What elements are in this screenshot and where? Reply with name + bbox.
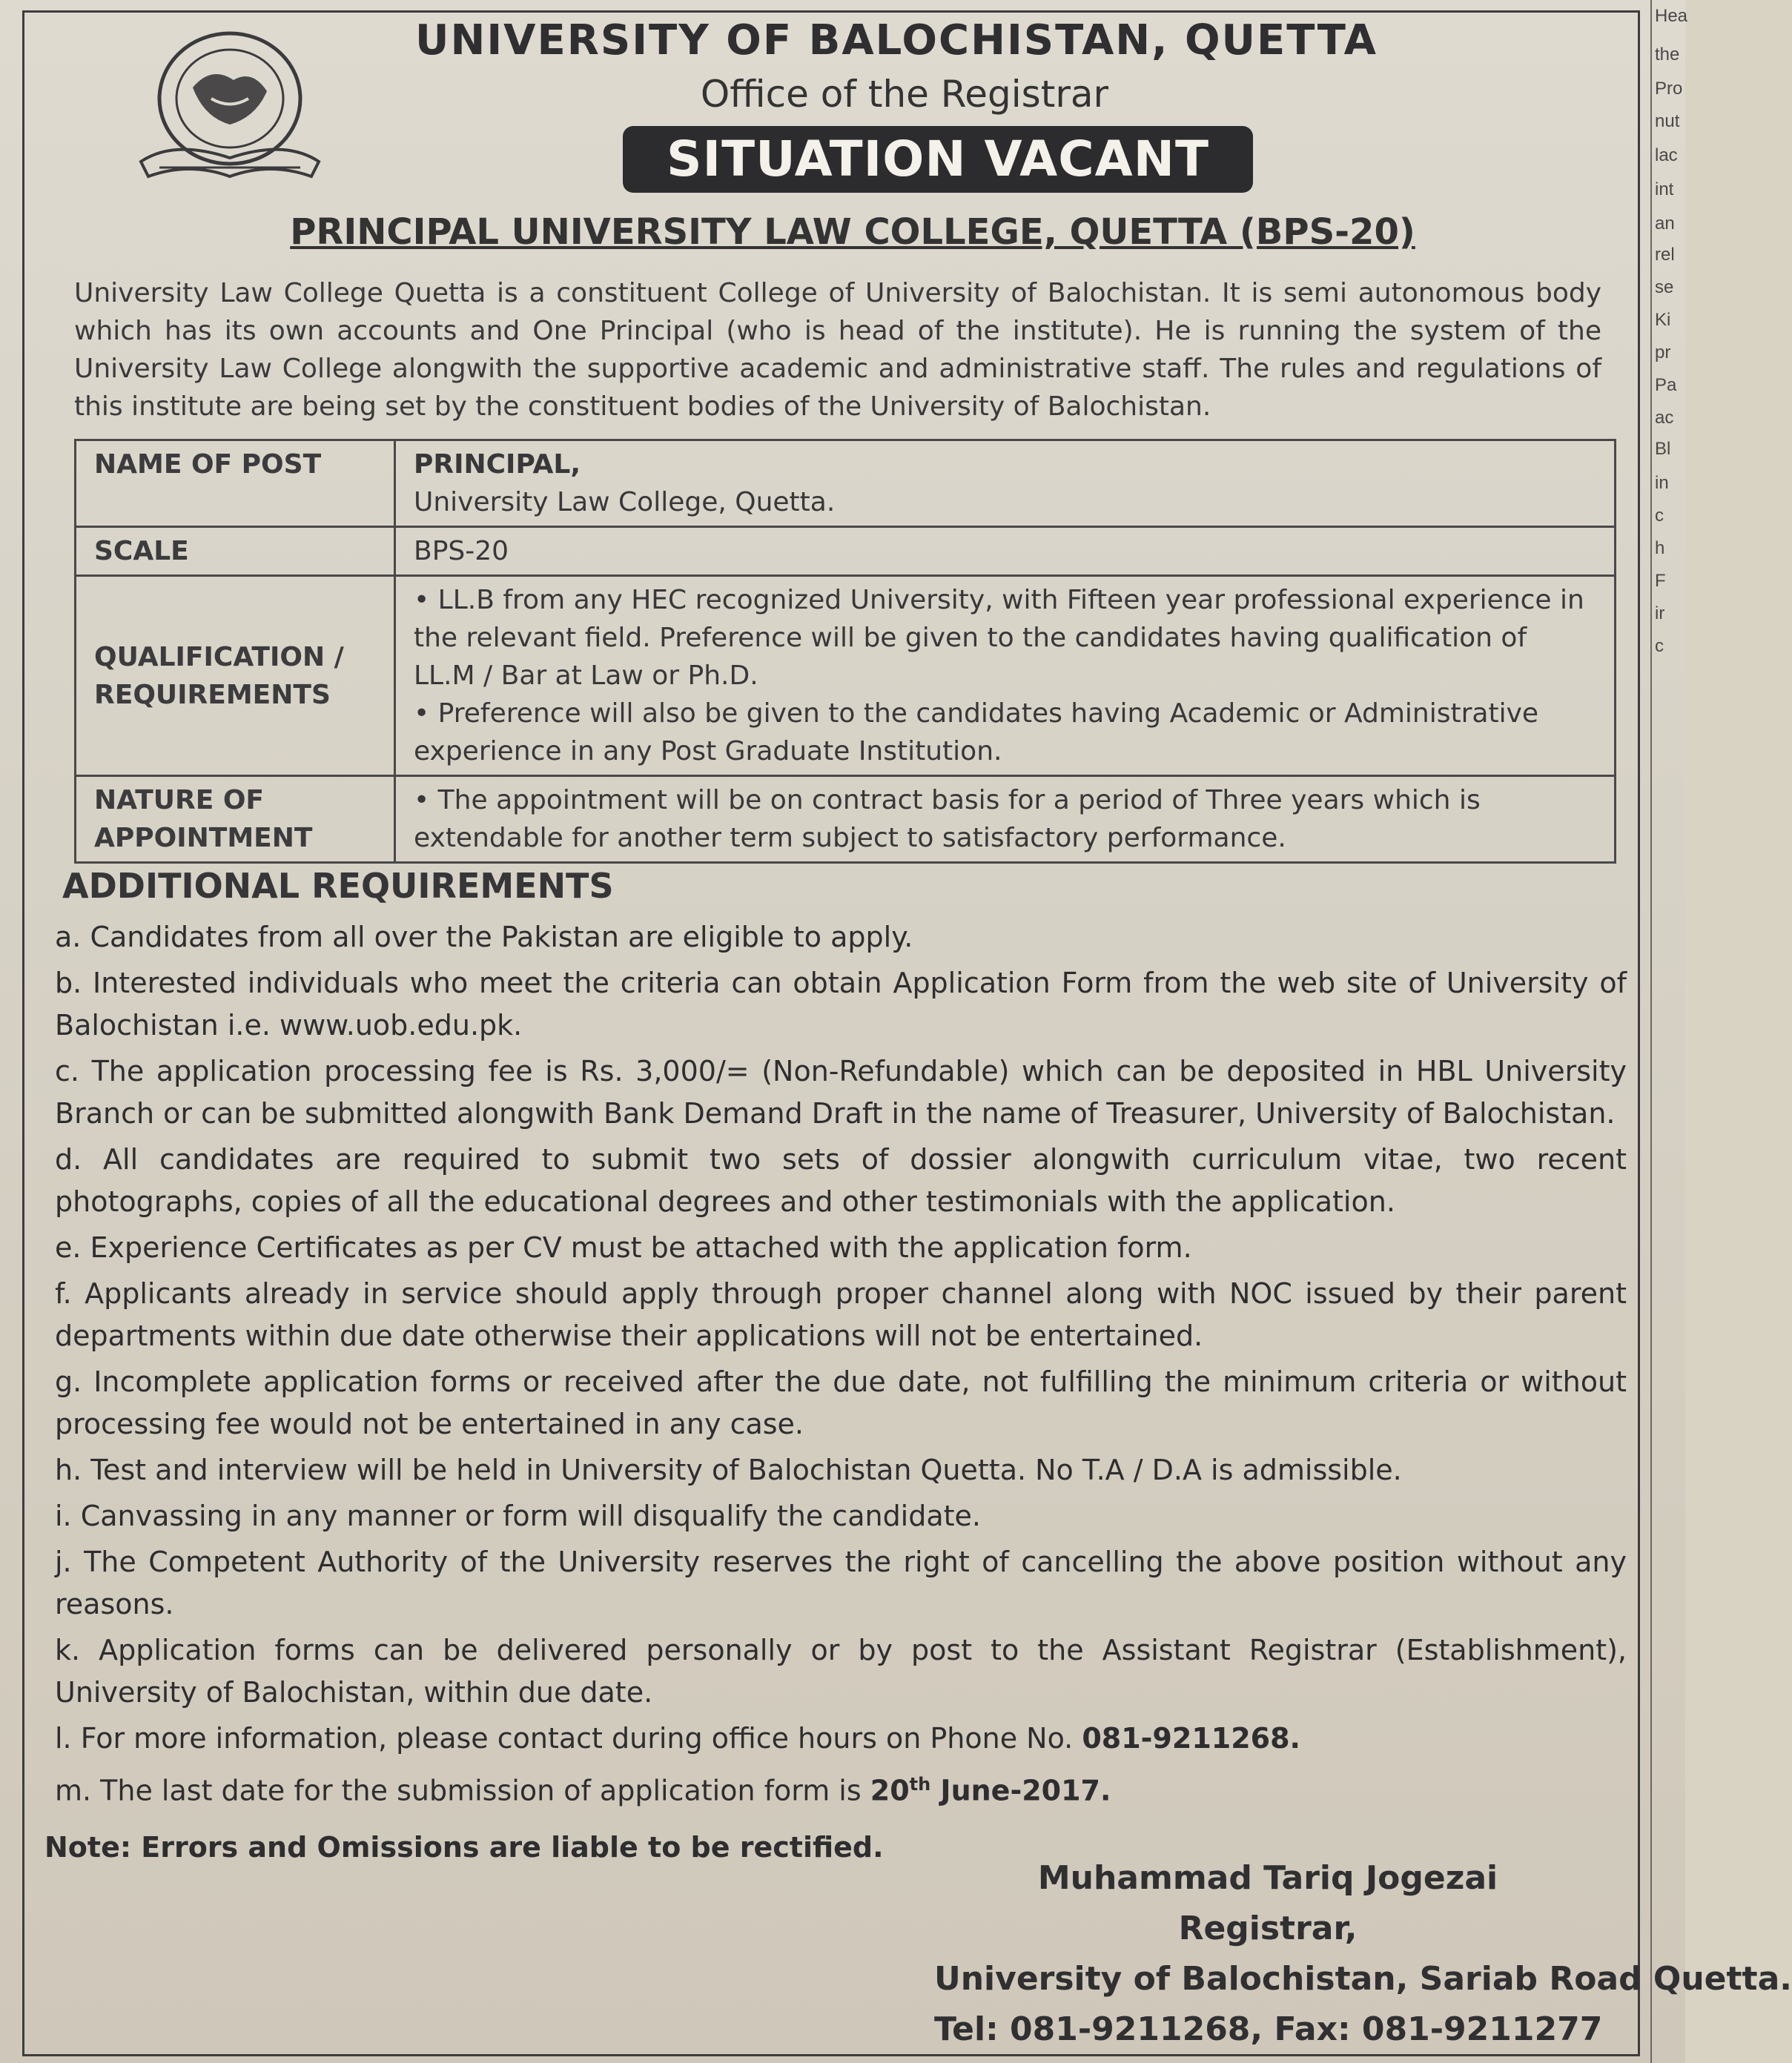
list-item — [55, 1764, 1627, 1812]
list-item: k. Application forms can be delivered personally or by post to the Assistant Registrar (Establishment), University of Balochistan, within due date. — [55, 1634, 1627, 1709]
side-fragment: se — [1655, 277, 1674, 297]
post-name: PRINCIPAL, — [414, 449, 581, 480]
list-item: b. Interested individuals who meet the criteria can obtain Application Form from the web site of University of Balochistan i.e. www.uob.edu.pk. — [55, 967, 1627, 1042]
side-fragment: F — [1655, 571, 1666, 591]
side-fragment: Pa — [1655, 375, 1677, 395]
side-fragment: int — [1655, 179, 1674, 199]
list-item: d. All candidates are required to submit two sets of dossier alongwith curriculum vitae, two recent photographs, copies of all the educational degrees and other testimonials with the application. — [55, 1143, 1627, 1218]
adjacent-column — [1650, 0, 1687, 2063]
side-fragment: lac — [1655, 145, 1678, 165]
additional-requirements-list — [55, 916, 1627, 1816]
table-row — [76, 576, 1616, 776]
university-seal-icon — [130, 28, 330, 188]
name-of-post-label: NAME OF POST — [76, 440, 395, 527]
side-fragment: Bl — [1655, 439, 1671, 459]
side-fragment: an — [1655, 213, 1675, 234]
office-name: Office of the Registrar — [700, 73, 1109, 116]
deadline-month-year: June-2017. — [930, 1774, 1111, 1807]
side-fragment: h — [1655, 538, 1665, 558]
table-row — [76, 440, 1616, 527]
additional-requirements-heading: ADDITIONAL REQUIREMENTS — [62, 866, 614, 906]
deadline-text: m. The last date for the submission of application form is — [55, 1774, 870, 1807]
deadline-day-suffix: th — [909, 1774, 931, 1795]
list-item: g. Incomplete application forms or received after the due date, not fulfilling the minimum criteria or without processing fee would not be entertained in any case. — [55, 1365, 1627, 1440]
side-fragment: Hea — [1655, 6, 1688, 26]
signature-block — [934, 1853, 1792, 2055]
list-item: e. Experience Certificates as per CV must be attached with the application form. — [55, 1231, 1192, 1264]
side-fragment: in — [1655, 473, 1669, 493]
nature-of-appointment-value: • The appointment will be on contract basis for a period of Three years which is extendable for another term subject to satisfactory performance. — [395, 776, 1616, 863]
name-of-post-value — [395, 440, 1616, 527]
list-item: c. The application processing fee is Rs. 3,000/= (Non-Refundable) which can be deposited in HBL University Branch or can be submitted alongwith Bank Demand Draft in the name of Treasurer, University of Balochistan. — [55, 1055, 1627, 1130]
list-item — [55, 1718, 1627, 1760]
scale-label: SCALE — [76, 527, 395, 576]
side-fragment: pr — [1655, 342, 1671, 362]
list-item: a. Candidates from all over the Pakistan are eligible to apply. — [55, 921, 913, 953]
situation-vacant-banner: SITUATION VACANT — [623, 126, 1253, 193]
scale-value: BPS-20 — [395, 527, 1616, 576]
qualification-bullet: • LL.B from any HEC recognized University, with Fifteen year professional experience in the relevant field. Preference will be given to the candidates having qualification of LL.M / Bar at Law or Ph.D. — [414, 585, 1584, 691]
deadline-day: 20 — [870, 1774, 910, 1807]
side-fragment: rel — [1655, 245, 1675, 265]
qualification-label: QUALIFICATION / REQUIREMENTS — [76, 576, 395, 776]
university-name: UNIVERSITY OF BALOCHISTAN, QUETTA — [415, 16, 1378, 64]
registrar-title: Registrar, — [1178, 1910, 1358, 1947]
list-item: i. Canvassing in any manner or form will disqualify the candidate. — [55, 1500, 982, 1532]
post-details-table — [74, 439, 1616, 864]
side-fragment: c — [1655, 636, 1664, 656]
side-fragment: Ki — [1655, 310, 1671, 330]
table-row — [76, 776, 1616, 863]
contact-phone: 081-9211268. — [1082, 1722, 1300, 1755]
side-fragment: the — [1655, 44, 1680, 64]
side-fragment: ir — [1655, 603, 1665, 623]
post-institution: University Law College, Quetta. — [414, 487, 836, 517]
side-fragment: ac — [1655, 408, 1674, 428]
nature-of-appointment-label: NATURE OF APPOINTMENT — [76, 776, 395, 863]
list-item: j. The Competent Authority of the University reserves the right of cancelling the above position without any reasons. — [55, 1546, 1627, 1620]
side-fragment: c — [1655, 506, 1664, 526]
university-address: University of Balochistan, Sariab Road Quetta. — [934, 1960, 1792, 1998]
registrar-name: Muhammad Tariq Jogezai — [1037, 1859, 1498, 1897]
contact-text: l. For more information, please contact during office hours on Phone No. — [55, 1722, 1082, 1755]
list-item: h. Test and interview will be held in University of Balochistan Quetta. No T.A / D.A is admissible. — [55, 1454, 1402, 1486]
errata-note: Note: Errors and Omissions are liable to be rectified. — [44, 1831, 884, 1864]
post-title: PRINCIPAL UNIVERSITY LAW COLLEGE, QUETTA (BPS-20) — [290, 211, 1415, 253]
qualification-bullet: • Preference will also be given to the candidates having Academic or Administrative experience in any Post Graduate Institution. — [414, 698, 1539, 766]
qualification-value — [395, 576, 1616, 776]
list-item: f. Applicants already in service should apply through proper channel along with NOC issued by their parent departments within due date otherwise their applications will not be entertained. — [55, 1277, 1627, 1352]
side-fragment: Pro — [1655, 79, 1683, 99]
table-row — [76, 527, 1616, 576]
side-fragment: nut — [1655, 111, 1680, 131]
contact-numbers: Tel: 081-9211268, Fax: 081-9211277 — [934, 2010, 1603, 2048]
intro-paragraph: University Law College Quetta is a constituent College of University of Balochistan. It is semi autonomous body which has its own accounts and One Principal (who is head of the institute). He is running the system of the University Law College alongwith the supportive academic and administrative staff. The rules and regulations of this institute are being set by the constituent bodies of the University of Balochistan. — [74, 278, 1601, 422]
